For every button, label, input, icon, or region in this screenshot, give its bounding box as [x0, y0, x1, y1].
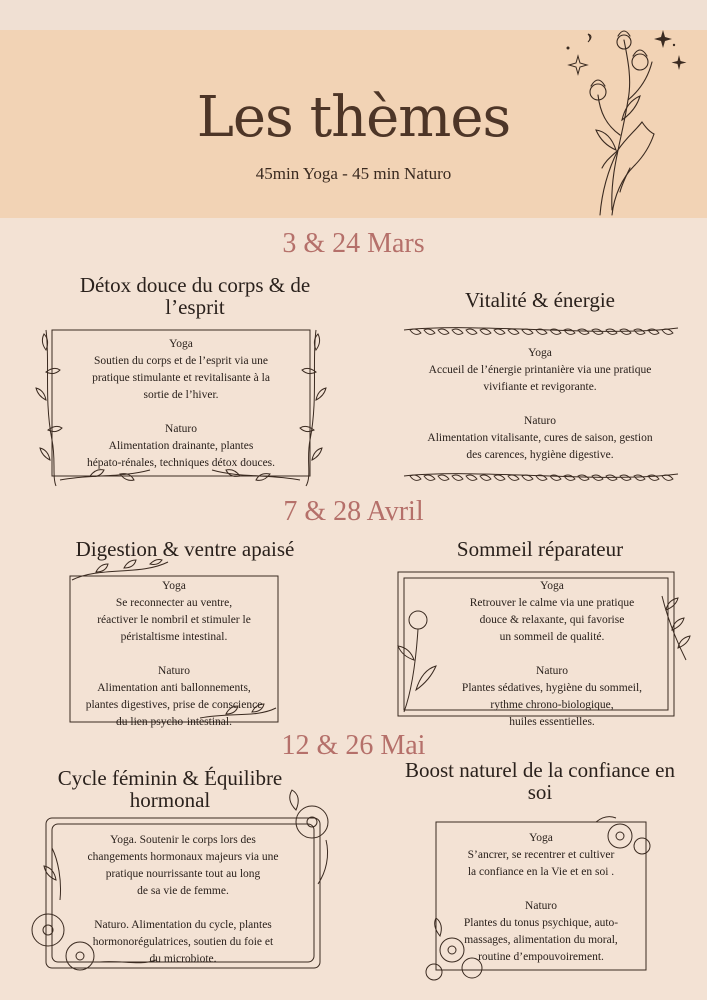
section-date-avril: 7 & 28 Avril — [283, 496, 424, 527]
section-date-mars: 3 & 24 Mars — [282, 228, 425, 259]
naturo-text-line: hormonorégulatrices, soutien du foie et — [92, 936, 274, 948]
yoga-text-line: pratique nourrissante tout au long — [105, 868, 261, 880]
naturo-text-line: huiles essentielles. — [509, 716, 595, 728]
yoga-text-line: Soutien du corps et de l’esprit via une — [93, 355, 269, 367]
naturo-text-line: rythme chrono-biologique, — [490, 699, 614, 711]
naturo-text-line: massages, alimentation du moral, — [464, 934, 618, 946]
theme-title-line: Boost naturel de la — [405, 758, 564, 782]
naturo-text-line: routine d’empouvoirement. — [478, 951, 604, 963]
yoga-text-line: Se reconnecter au ventre, — [115, 597, 233, 609]
theme-title-line: Détox douce du corps — [79, 273, 264, 297]
naturo-text-line: hépato-rénales, techniques détox douces. — [86, 457, 276, 469]
theme-title-line: Équilibre hormonal — [129, 766, 283, 812]
naturo-label: Naturo — [158, 665, 190, 677]
yoga-text-line: un sommeil de qualité. — [499, 631, 605, 643]
naturo-label: Naturo — [525, 900, 557, 912]
yoga-label: Yoga — [162, 580, 186, 592]
theme-title-line: Cycle féminin & — [57, 766, 199, 790]
naturo-label: Naturo — [165, 423, 197, 435]
naturo-label: Naturo — [536, 665, 568, 677]
yoga-text-line: Yoga. Soutenir le corps lors des — [110, 834, 256, 846]
yoga-label: Yoga — [169, 338, 193, 350]
naturo-text-line: des carences, hygiène digestive. — [466, 449, 614, 461]
naturo-text-line: Plantes sédatives, hygiène du sommeil, — [461, 682, 643, 694]
section-date-mai: 12 & 26 Mai — [281, 730, 426, 761]
yoga-label: Yoga — [529, 832, 553, 844]
naturo-text-line: du lien psycho-intestinal. — [116, 716, 232, 728]
yoga-text-line: douce & relaxante, qui favorise — [479, 614, 625, 626]
naturo-text-line: Alimentation drainante, plantes — [108, 440, 254, 452]
yoga-text-line: de sa vie de femme. — [137, 885, 229, 897]
yoga-text-line: pratique stimulante et revitalisante à la — [92, 372, 270, 384]
naturo-text-line: plantes digestives, prise de conscience — [85, 699, 263, 711]
yoga-text-line: péristaltisme intestinal. — [120, 631, 228, 643]
naturo-label: Naturo — [524, 415, 556, 427]
naturo-text-line: du microbiote. — [149, 953, 217, 965]
theme-box-confiance — [440, 830, 642, 966]
yoga-label: Yoga — [540, 580, 564, 592]
theme-title-line: & de l’esprit — [165, 273, 311, 319]
yoga-text-line: Retrouver le calme via une pratique — [469, 597, 635, 609]
yoga-text-line: sortie de l’hiver. — [143, 389, 219, 401]
naturo-text-line: Alimentation vitalisante, cures de saison, gestion — [427, 432, 653, 444]
naturo-text-line: Plantes du tonus psychique, auto- — [463, 917, 619, 929]
yoga-text-line: S’ancrer, se recentrer et cultiver — [467, 849, 615, 861]
yoga-text-line: Accueil de l’énergie printanière via une pratique — [428, 364, 652, 376]
yoga-text-line: la confiance en la Vie et en soi . — [467, 866, 615, 878]
theme-box-cycle — [60, 832, 306, 968]
yoga-text-line: changements hormonaux majeurs via une — [87, 851, 279, 863]
theme-title-line: Vitalité & énergie — [465, 288, 615, 312]
yoga-label: Yoga — [528, 347, 552, 359]
yoga-text-line: vivifiante et revigorante. — [483, 381, 597, 393]
theme-title-line: confiance en soi — [527, 758, 675, 804]
theme-title-line: Sommeil réparateur — [456, 537, 624, 561]
yoga-text-line: réactiver le nombril et stimuler le — [97, 614, 251, 626]
page-subtitle: 45min Yoga - 45 min Naturo — [255, 164, 452, 183]
theme-title-line: Digestion & ventre apaisé — [75, 537, 295, 561]
naturo-text-line: Alimentation anti ballonnements, — [97, 682, 251, 694]
page-title: Les thèmes — [196, 85, 511, 150]
naturo-text-line: Naturo. Alimentation du cycle, plantes — [94, 919, 272, 931]
